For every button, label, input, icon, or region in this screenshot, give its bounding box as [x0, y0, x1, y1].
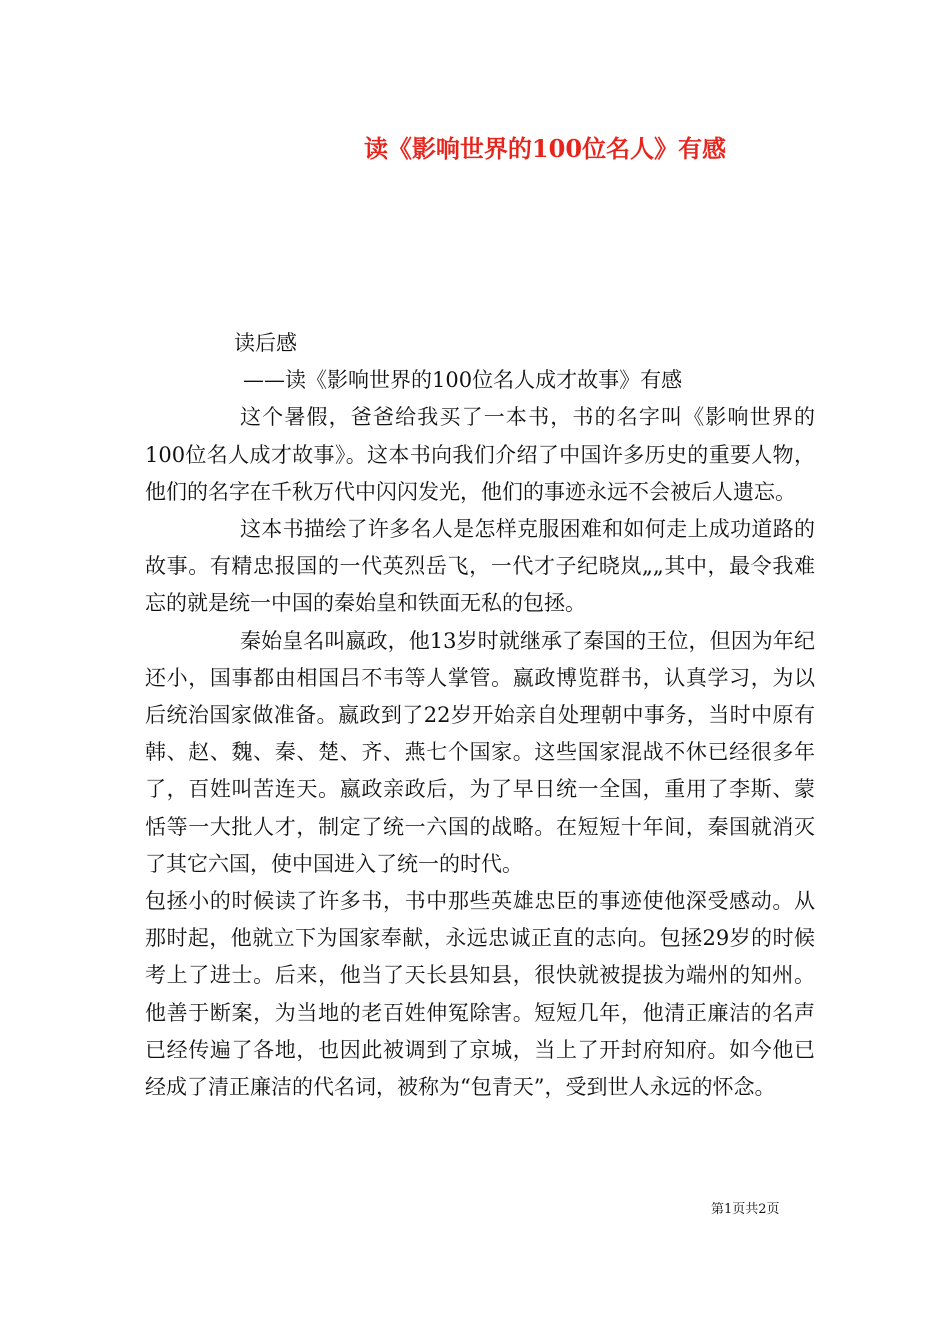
document-body — [145, 325, 815, 1106]
paragraph-3: 秦始皇名叫嬴政，他13岁时就继承了秦国的王位，但因为年纪还小，国事都由相国吕不韦等人掌管。嬴政博览群书，认真学习，为以后统治国家做准备。嬴政到了22岁开始亲自处理朝中事务，当时中原有韩、赵、魏、秦、楚、齐、燕七个国家。这些国家混战不休已经很多年了，百姓叫苦连天。嬴政亲政后，为了早日统一全国，重用了李斯、蒙恬等一大批人才，制定了统一六国的战略。在短短十年间，秦国就消灭了其它六国，使中国进入了统一的时代。 — [145, 628, 815, 876]
paragraph-1: 这个暑假，爸爸给我买了一本书，书的名字叫《影响世界的100位名人成才故事》。这本书向我们介绍了中国许多历史的重要人物，他们的名字在千秋万代中闪闪发光，他们的事迹永远不会被后人遗忘。 — [145, 405, 815, 504]
essay-label: 读后感 — [234, 331, 297, 355]
paragraph-2: 这本书描绘了许多名人是怎样克服困难和如何走上成功道路的故事。有精忠报国的一代英烈岳飞，一代才子纪晓岚„„其中，最令我难忘的就是统一中国的秦始皇和铁面无私的包拯。 — [145, 517, 815, 616]
paragraph-4: 包拯小的时候读了许多书，书中那些英雄忠臣的事迹使他深受感动。从那时起，他就立下为国家奉献，永远忠诚正直的志向。包拯29岁的时候考上了进士。后来，他当了天长县知县，很快就被提拔为端州的知州。他善于断案，为当地的老百姓伸冤除害。短短几年，他清正廉洁的名声已经传遍了各地，也因此被调到了京城，当上了开封府知府。如今他已经成了清正廉洁的代名词，被称为“包青天”，受到世人永远的怀念。 — [145, 889, 815, 1100]
document-title: 读《影响世界的100位名人》有感 — [363, 134, 727, 163]
page-indicator: 第1页共2页 — [711, 1202, 780, 1217]
essay-subtitle: ——读《影响世界的100位名人成才故事》有感 — [243, 368, 683, 393]
